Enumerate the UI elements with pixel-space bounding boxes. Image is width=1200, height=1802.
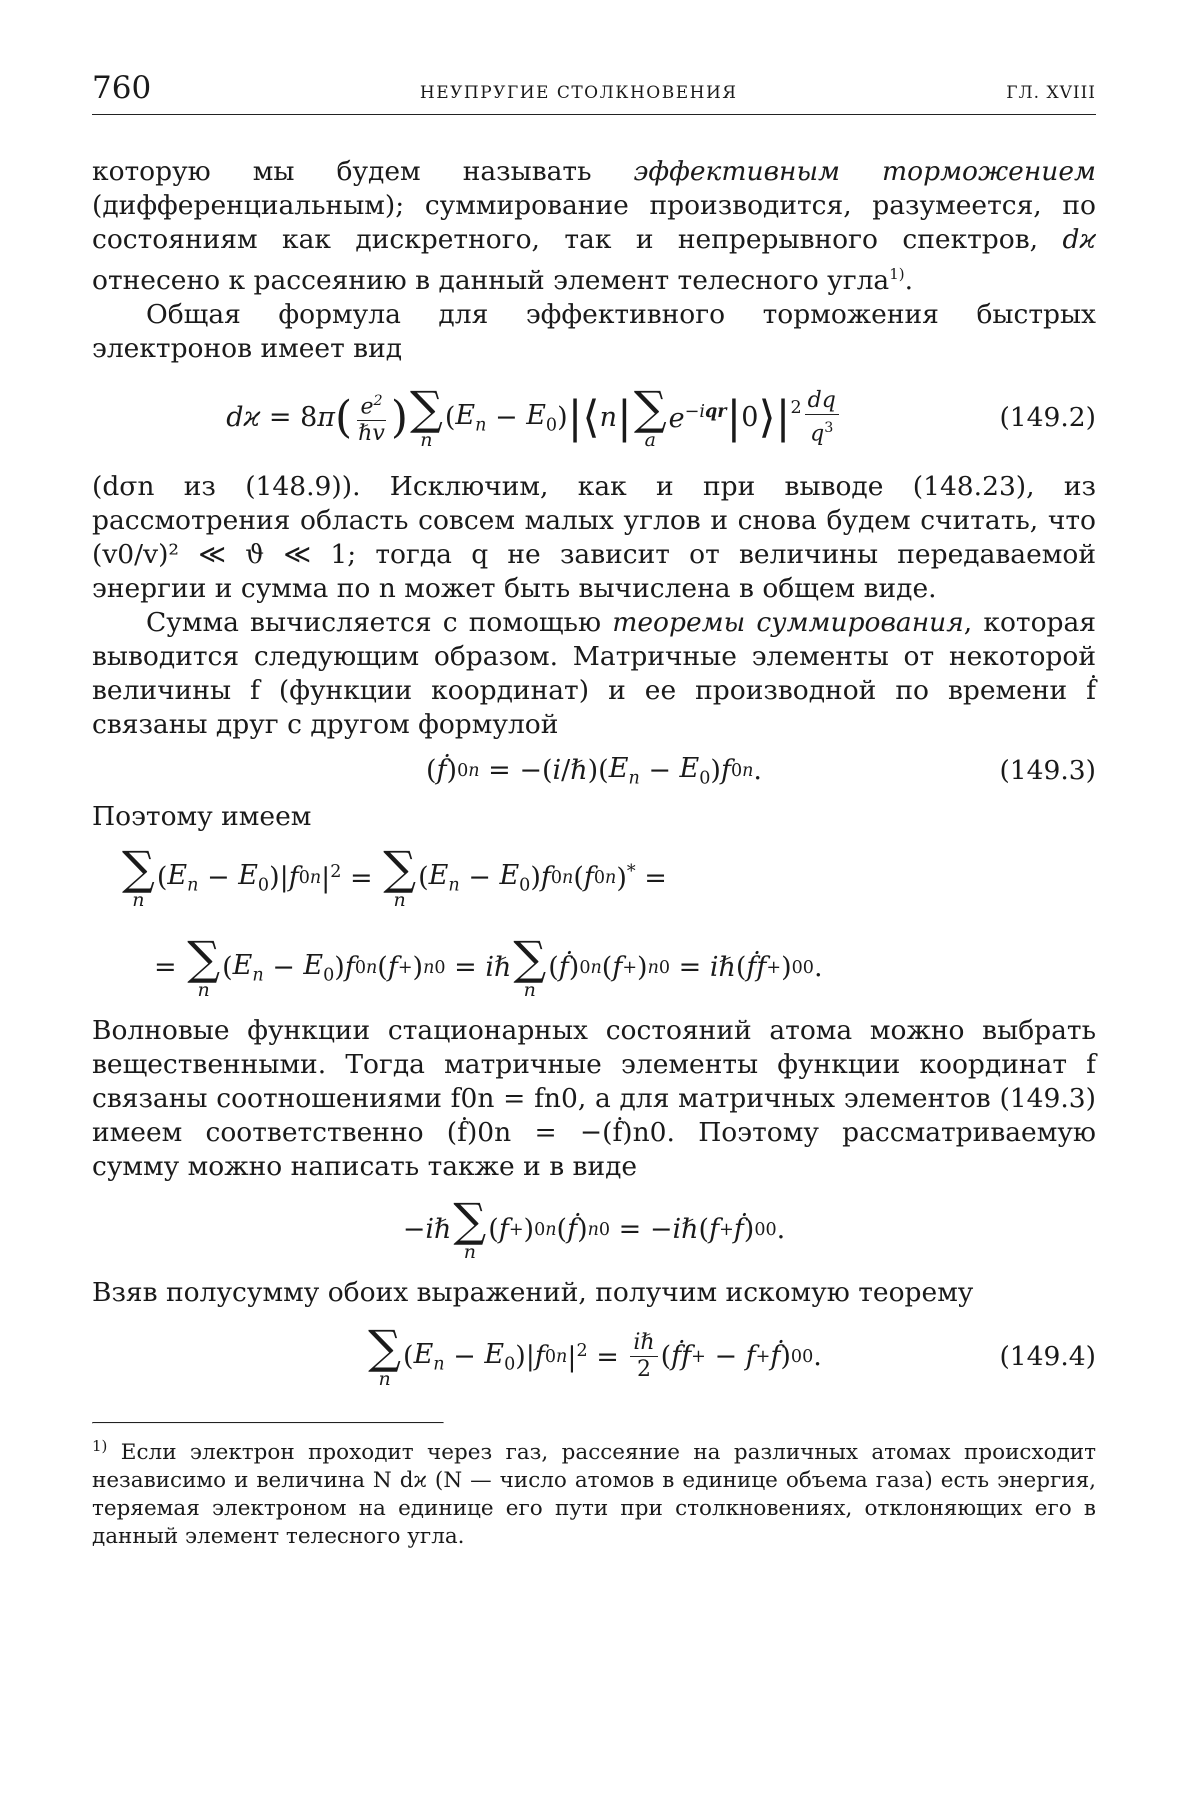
equation-minus-ih-sum: [92, 1184, 1096, 1276]
equation-149-2-body: dϰ = 8 π ( $\frac{e^2}{\text{ℏv}}$ ) ∑ n ( $E_n$ − $E_0$ ) |⟨ n | ∑ a $e^{-iqr}$ | 0 ⟩| $^2$ $\frac{dq}{q^3}$: [226, 386, 842, 450]
p1-emphasis: эффективным торможением: [633, 156, 1096, 187]
equation-149-4-body: ∑ n ( $E_n$ − $E_0$ )| f 0n $|^2$ = $\frac{\text{iℏ}}{2}$ ( ḟf + − f + ḟ ) 00 .: [368, 1319, 822, 1390]
p1-text-d: .: [904, 264, 914, 296]
paragraph-5: Поэтому имеем: [92, 800, 312, 832]
p4-emphasis: теоремы суммирования: [612, 606, 964, 638]
equation-149-3-body: ( ḟ ) 0n = −( i / ℏ )( $E_n$ − $E_0$ ) f 0n .: [426, 753, 762, 789]
equation-sum-line-2: [92, 922, 1096, 1014]
equation-number-149-4: (149.4): [999, 1341, 1096, 1373]
paragraph-3: (dσn из (148.9)). Исключим, как и при выводе (148.23), из рассмотрения область совсем малых углов и снова будем считать, что (v0/v)² ≪ ϑ ≪ 1; тогда q не зависит от величины передаваемой энергии и сумма по n может быть вычислена в общем виде.: [92, 470, 1096, 604]
equation-minus-ih-sum-body: − iℏ ∑ n ( f + ) 0n ( ḟ ) n0 = − iℏ ( f + ḟ ) 00 .: [402, 1192, 786, 1263]
p1-math-dk: dϰ: [1062, 224, 1096, 255]
footnote-mark: 1): [92, 1436, 108, 1455]
footnote-ref: 1): [889, 265, 905, 283]
footnote-text: Если электрон проходит через газ, рассеяние на различных атомах происходит независимо и величина N dϰ (N — число атомов в единице объема газа) есть энергия, теряемая электроном на единице его пути при столкновениях, отклоняющих его в данный элемент телесного угла.: [92, 1439, 1096, 1549]
equation-sum-line-1-body: ∑ n ( $E_n$ − $E_0$ )| f 0n $|^2$ = ∑ n ( $E_n$ − $E_0$ ) f 0n ( f 0n )* =: [122, 840, 667, 911]
footnote: [92, 1432, 1096, 1551]
equation-149-3: [92, 742, 1096, 800]
page-number: 760: [92, 70, 152, 106]
footnote-divider: [92, 1422, 444, 1424]
chapter-label: ГЛ. XVIII: [1006, 83, 1096, 103]
equation-number-149-3: (149.3): [999, 755, 1096, 787]
running-title: НЕУПРУГИЕ СТОЛКНОВЕНИЯ: [419, 83, 738, 103]
p1-text-c: отнесено к рассеянию в данный элемент телесного угла: [92, 264, 890, 296]
p4-text-b: , которая выводится следующим образом. Матричные элементы от некоторой величины f (функции координат) и ее производной по времени ḟ связаны друг с другом формулой: [92, 606, 1096, 740]
paragraph-1: [92, 155, 1096, 298]
p1-text-a: которую мы будем называть: [92, 156, 634, 187]
equation-149-2: [92, 366, 1096, 470]
book-page: [92, 70, 1096, 1551]
p4-text-a: Сумма вычисляется с помощью: [146, 606, 613, 638]
paragraph-6: Волновые функции стационарных состояний атома можно выбрать вещественными. Тогда матричные элементы функции координат f связаны соотношениями f0n = fn0, а для матричных элементов (149.3) имеем соответственно (ḟ)0n = −(ḟ)n0. Поэтому рассматриваемую сумму можно написать также и в виде: [92, 1014, 1096, 1182]
equation-149-4: [92, 1310, 1096, 1404]
paragraph-4: [92, 606, 1096, 742]
equation-number-149-2: (149.2): [999, 402, 1096, 434]
equation-sum-line-2-body: = ∑ n ( $E_n$ − $E_0$ ) f 0n ( f + ) n0 = iℏ ∑ n ( ḟ ) 0n ( f + ) n0 = iℏ ( ḟf + ) 00 .: [154, 930, 823, 1001]
p1-text-b: (дифференциальным); суммирование производится, разумеется, по состояниям как дискретного, так и непрерывного спектров,: [92, 190, 1096, 255]
equation-sum-line-1: [92, 834, 1096, 922]
paragraph-7: Взяв полусумму обоих выражений, получим искомую теорему: [92, 1276, 974, 1308]
paragraph-2: Общая формула для эффективного торможения быстрых электронов имеет вид: [92, 298, 1096, 364]
running-header: [92, 70, 1096, 115]
